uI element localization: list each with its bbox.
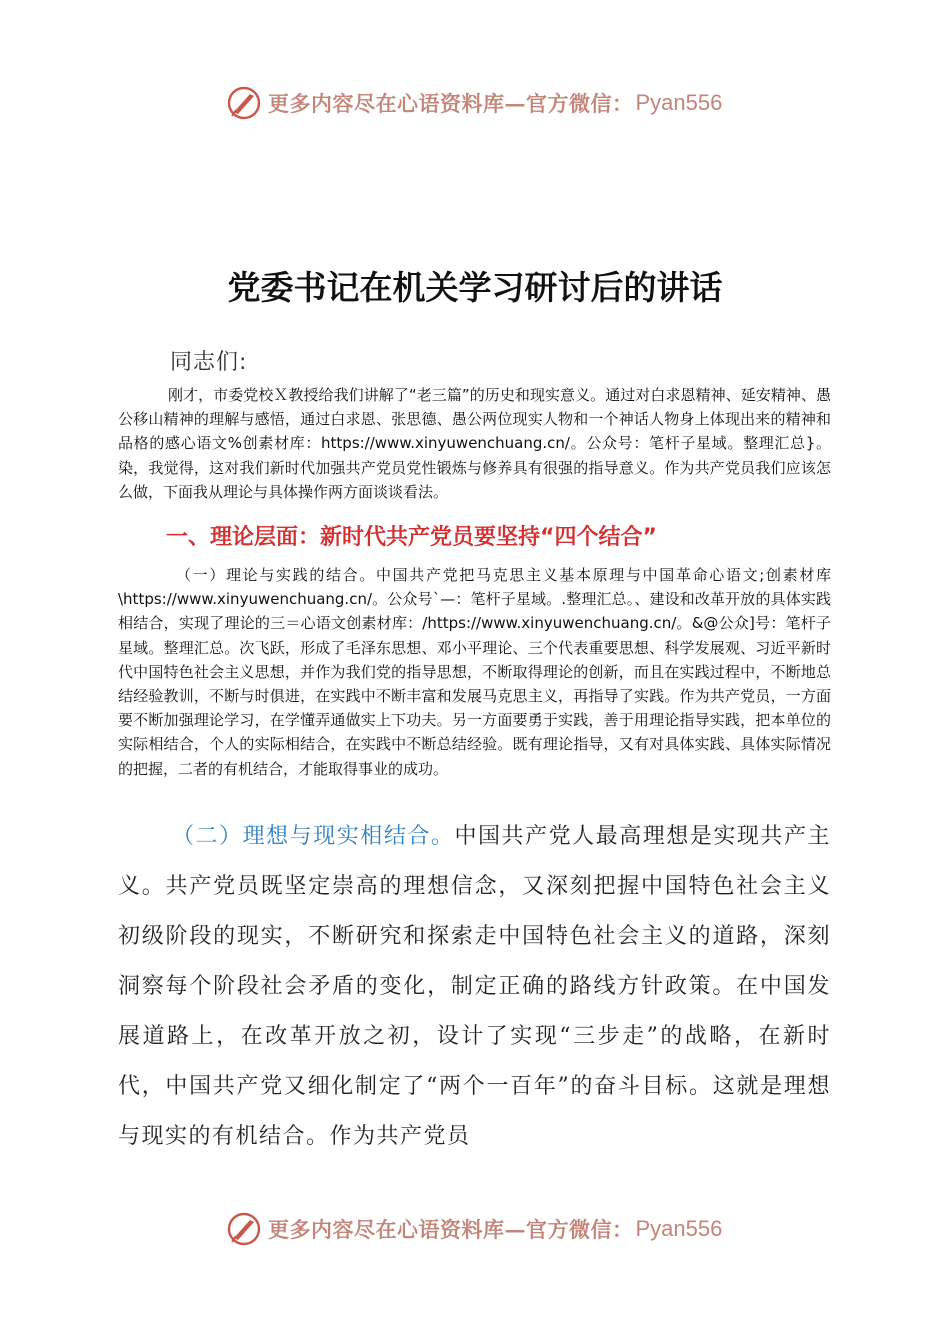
theory-practice-paragraph: （一）理论与实践的结合。中国共产党把马克思主义基本原理与中国革命心语文;创素材库\https://www.xinyuwenchuang.cn/。公众号`—：笔杆子星域。.整理汇总。、建设和改革开放的具体实践相结合，实现了理论的三＝心语文创素材库：/https://www.xinyuwenchuang.cn/。&@公众]号：笔杆子星域。整理汇总。次飞跃，形成了毛泽东思想、邓小平理论、三个代表重要思想、科学发展观、习近平新时代中国特色社会主义思想，并作为我们党的指导思想，不断取得理论的创新，而且在实践过程中，不断地总结经验教训，不断与时俱进，在实践中不断丰富和发展马克思主义，再指导了实践。作为共产党员，一方面要不断加强理论学习，在学懂弄通做实上下功夫。另一方面要勇于实践，善于用理论指导实践，把本单位的实际相结合，个人的实际相结合，在实践中不断总结经验。既有理论指导，又有对具体实践、具体实际情况的把握，二者的有机结合，才能取得事业的成功。 bbox=[118, 566, 831, 778]
banner-wechat-id: Pyan556 bbox=[635, 1216, 723, 1241]
banner-wechat-id: Pyan556 bbox=[635, 90, 723, 115]
subheading-2: （二）理想与现实相结合。 bbox=[172, 824, 455, 849]
greeting: 同志们: bbox=[170, 350, 248, 375]
quill-logo-icon bbox=[226, 85, 262, 121]
section-heading-1: 一、理论层面：新时代共产党员要坚持“四个结合” bbox=[166, 525, 657, 550]
banner-text: 更多内容尽在心语资料库—官方微信： bbox=[268, 1217, 634, 1242]
quill-logo-icon bbox=[226, 1211, 262, 1247]
ideal-reality-paragraph bbox=[118, 812, 831, 1162]
ideal-reality-text: 中国共产党人最高理想是实现共产主义。共产党员既坚定崇高的理想信念，又深刻把握中国特色社会主义初级阶段的现实，不断研究和探索走中国特色社会主义的道路，深刻洞察每个阶段社会矛盾的变化，制定正确的路线方针政策。在中国发展道路上，在改革开放之初，设计了实现“三步走”的战略，在新时代，中国共产党又细化制定了“两个一百年”的奋斗目标。这就是理想与现实的有机结合。作为共产党员 bbox=[118, 824, 831, 1149]
intro-paragraph: 刚才，市委党校Ｘ教授给我们讲解了“老三篇”的历史和现实意义。通过对白求恩精神、延安精神、愚公移山精神的理解与感悟，通过白求恩、张思德、愚公两位现实人物和一个神话人物身上体现出来的精神和品格的感心语文%创素材库：https://www.xinyuwenchuang.cn/。公众号：笔杆子星域。整理汇总}。染，我觉得，这对我们新时代加强共产党员党性锻炼与修养具有很强的指导意义。作为共产党员我们应该怎么做，下面我从理论与具体操作两方面谈谈看法。 bbox=[118, 386, 831, 501]
banner-text: 更多内容尽在心语资料库—官方微信： bbox=[268, 91, 634, 116]
document-title: 党委书记在机关学习研讨后的讲话 bbox=[227, 268, 723, 307]
footer-banner bbox=[226, 1209, 746, 1249]
header-banner bbox=[226, 83, 746, 123]
